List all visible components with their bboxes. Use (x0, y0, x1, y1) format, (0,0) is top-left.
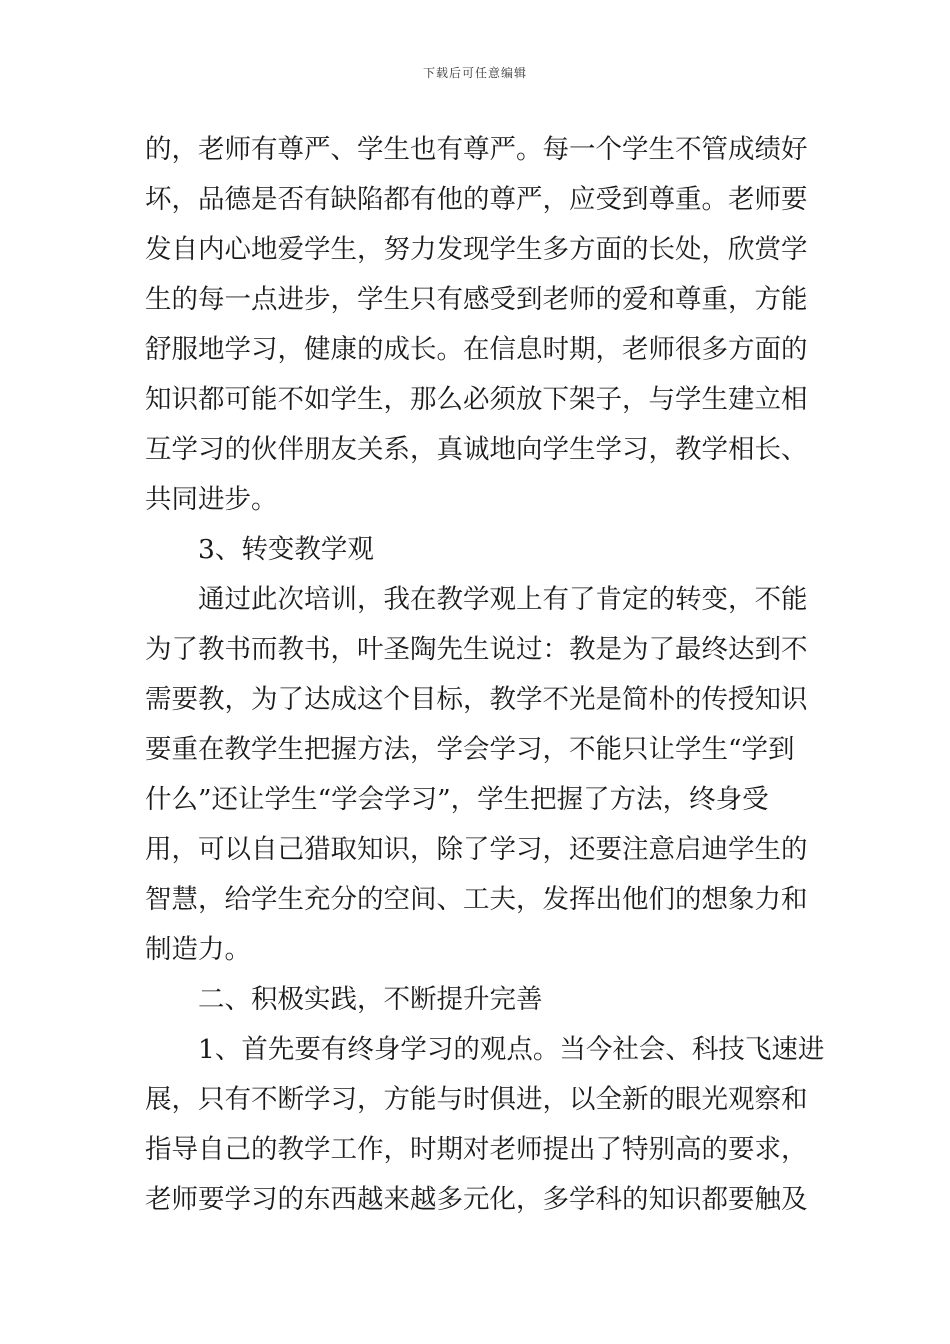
header-note: 下载后可任意编辑 (422, 66, 527, 80)
text-line: 二、积极实践，不断提升完善 (198, 984, 543, 1015)
text-line: 通过此次培训，我在教学观上有了肯定的转变，不能 (198, 584, 808, 615)
text-line: 的，老师有尊严、学生也有尊严。每一个学生不管成绩好 (145, 134, 808, 165)
text-line: 需要教，为了达成这个目标，教学不光是简朴的传授知识 (145, 684, 808, 715)
text-line: 老师要学习的东西越来越多元化，多学科的知识都要触及 (145, 1184, 808, 1215)
text-line: 舒服地学习，健康的成长。在信息时期，老师很多方面的 (145, 334, 808, 365)
text-line: 为了教书而教书，叶圣陶先生说过：教是为了最终达到不 (145, 634, 808, 665)
text-line: 互学习的伙伴朋友关系，真诚地向学生学习，教学相长、 (145, 434, 808, 465)
text-line: 要重在教学生把握方法，学会学习，不能只让学生“学到 (145, 734, 795, 765)
text-line: 坏，品德是否有缺陷都有他的尊严，应受到尊重。老师要 (145, 184, 808, 215)
text-line: 1、首先要有终身学习的观点。当今社会、科技飞速进 (198, 1034, 825, 1065)
text-line: 生的每一点进步，学生只有感受到老师的爱和尊重，方能 (145, 284, 808, 315)
text-line: 制造力。 (145, 934, 251, 965)
body-text (145, 125, 825, 1225)
text-line: 指导自己的教学工作，时期对老师提出了特别高的要求， (145, 1134, 808, 1165)
text-line: 3、转变教学观 (198, 534, 374, 565)
text-line: 用，可以自己猎取知识，除了学习，还要注意启迪学生的 (145, 834, 808, 865)
text-line: 发自内心地爱学生，努力发现学生多方面的长处，欣赏学 (145, 234, 808, 265)
text-line: 展，只有不断学习，方能与时俱进，以全新的眼光观察和 (145, 1084, 808, 1115)
text-line: 智慧，给学生充分的空间、工夫，发挥出他们的想象力和 (145, 884, 808, 915)
text-line: 知识都可能不如学生，那么必须放下架子，与学生建立相 (145, 384, 808, 415)
text-line: 共同进步。 (145, 484, 278, 515)
text-line: 什么”还让学生“学会学习”，学生把握了方法，终身受 (145, 784, 769, 815)
